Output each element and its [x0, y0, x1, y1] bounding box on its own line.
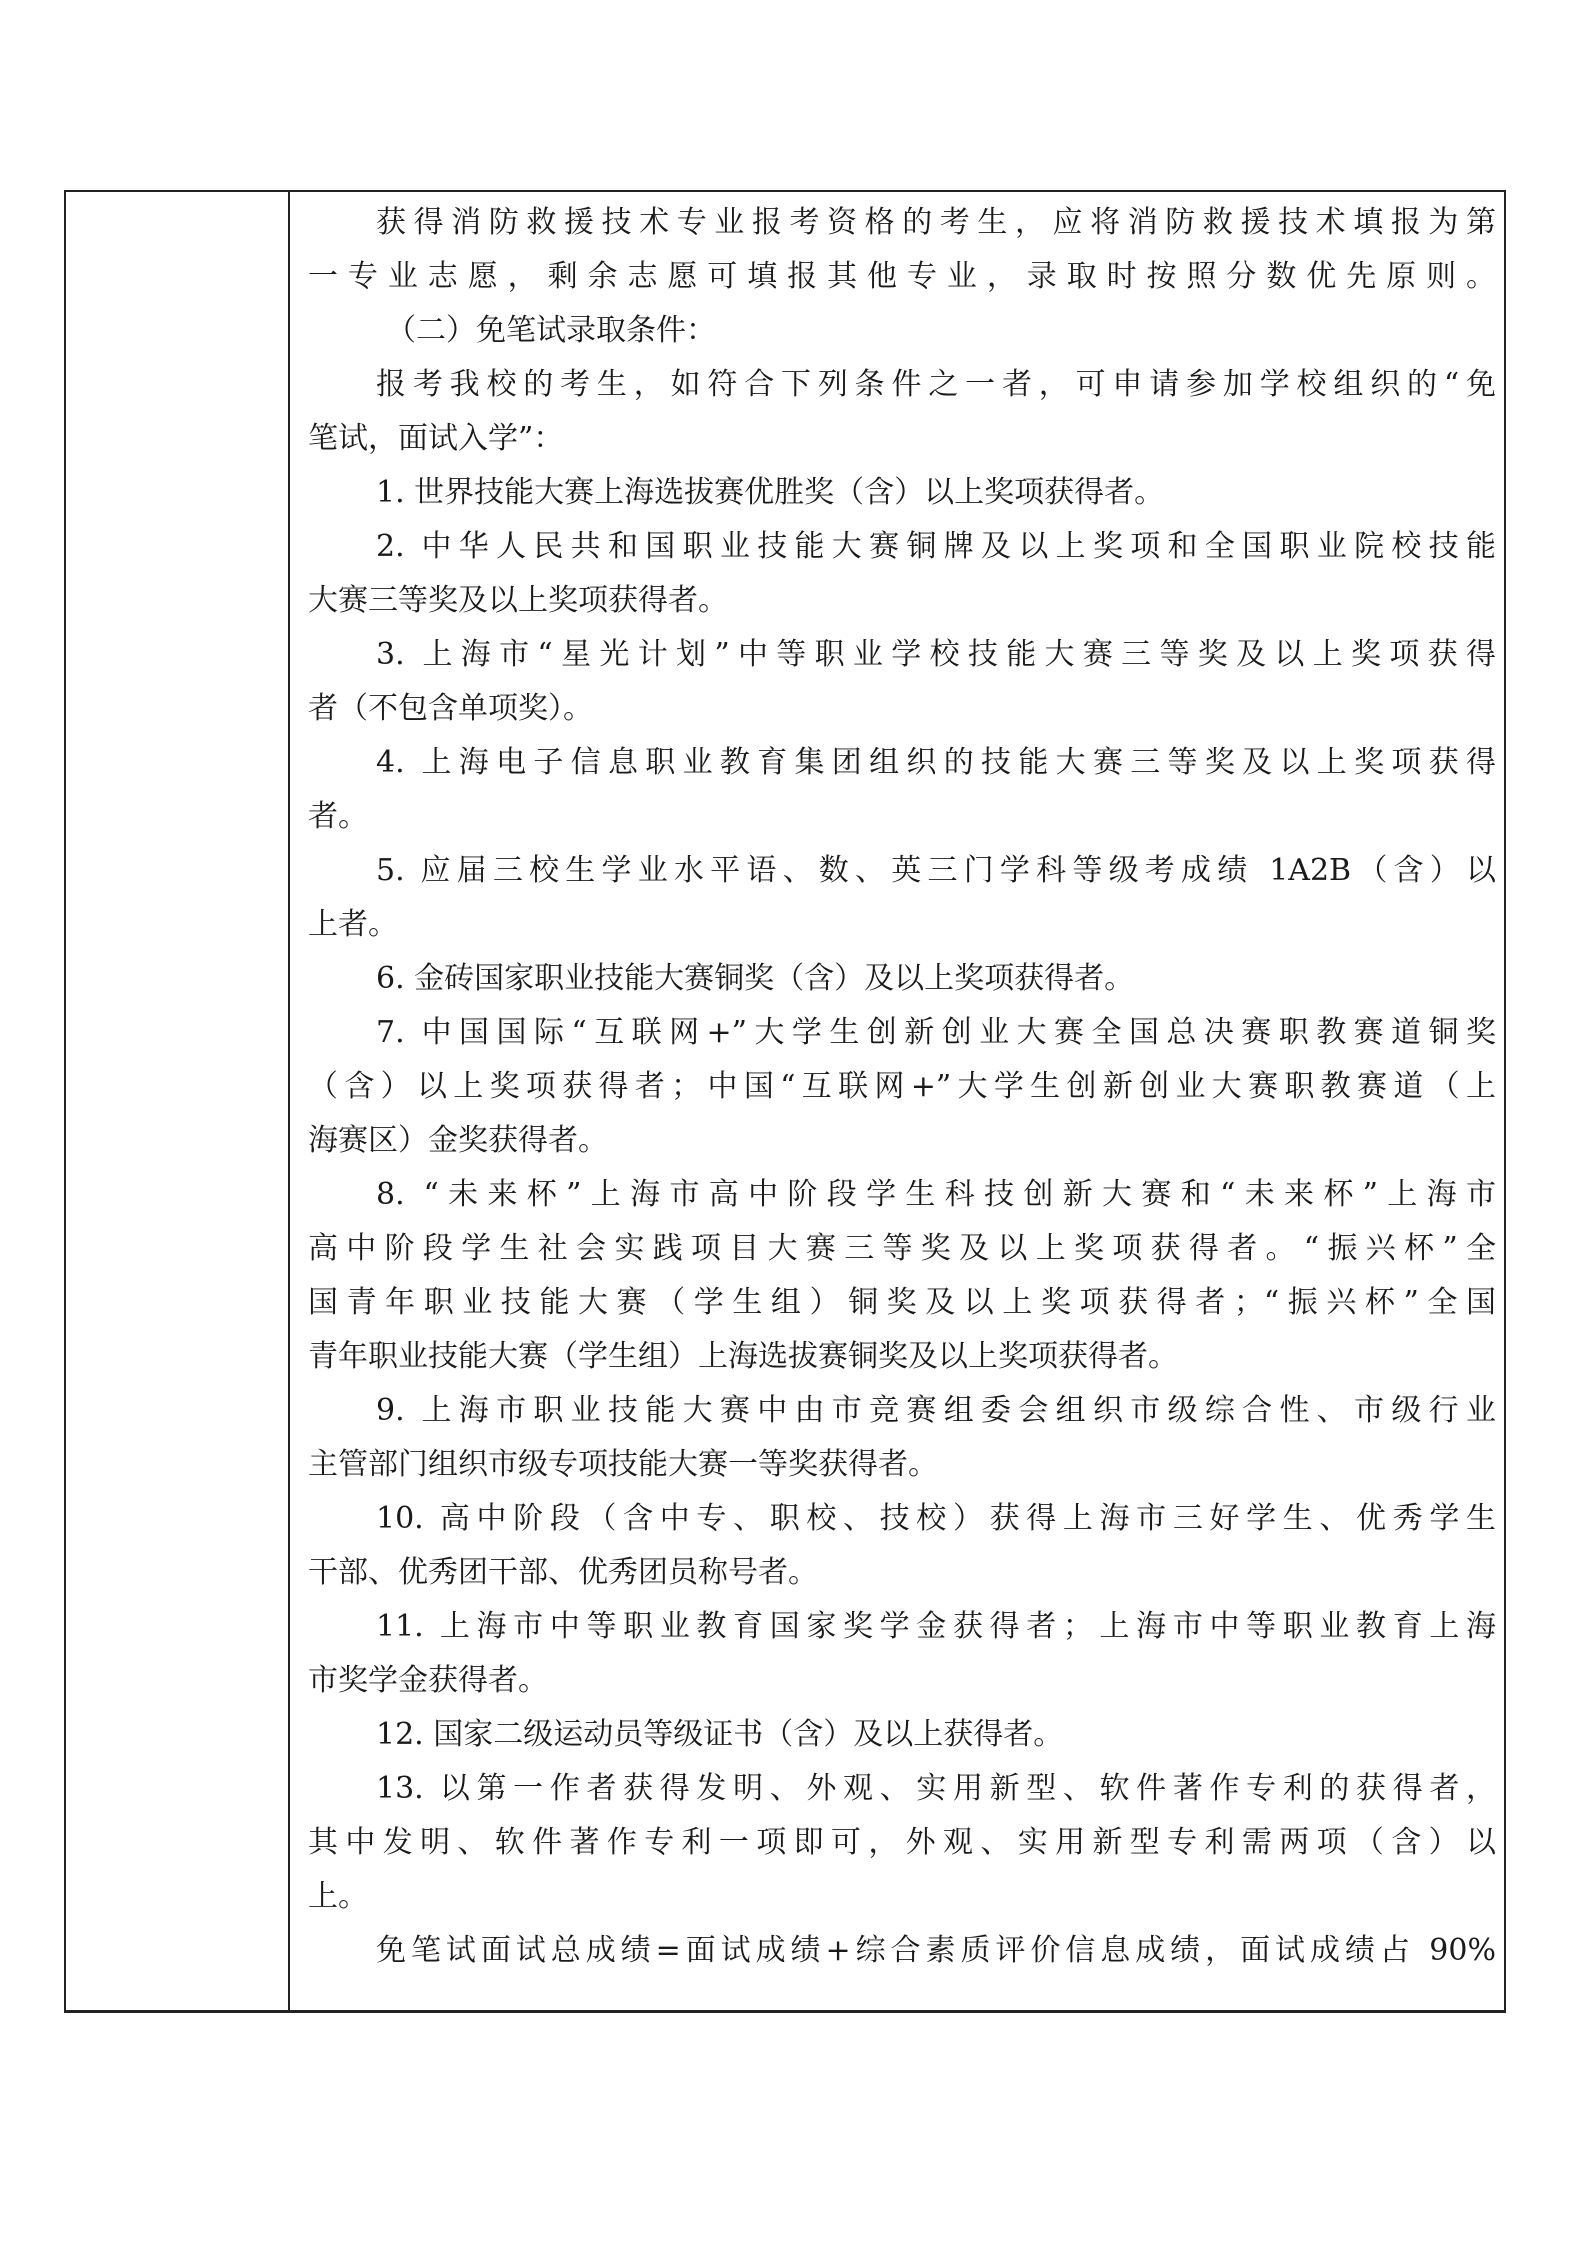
list-item-2: 2. 中华人民共和国职业技能大赛铜牌及以上奖项和全国职业院校技能	[376, 529, 1496, 564]
list-item-11: 11. 上海市中等职业教育国家奖学金获得者；上海市中等职业教育上海	[376, 1609, 1496, 1644]
list-item-12: 12. 国家二级运动员等级证书（含）及以上获得者。	[376, 1717, 1064, 1752]
text-line: 海赛区）金奖获得者。	[308, 1123, 608, 1158]
list-item-13: 13. 以第一作者获得发明、外观、实用新型、软件著作专利的获得者，	[376, 1771, 1496, 1806]
list-item-7: 7. 中国国际“互联网+”大学生创新创业大赛全国总决赛职教赛道铜奖	[376, 1015, 1496, 1050]
text-line: 者（不包含单项奖）。	[308, 691, 593, 726]
list-item-1: 1. 世界技能大赛上海选拔赛优胜奖（含）以上奖项获得者。	[376, 475, 1165, 510]
text-line: 市奖学金获得者。	[308, 1663, 548, 1698]
list-item-8: 8. “未来杯”上海市高中阶段学生科技创新大赛和“未来杯”上海市	[376, 1177, 1496, 1212]
text-line: 高中阶段学生社会实践项目大赛三等奖及以上奖项获得者。“振兴杯”全	[308, 1231, 1496, 1266]
text-line: 干部、优秀团干部、优秀团员称号者。	[308, 1555, 818, 1590]
text-line: 青年职业技能大赛（学生组）上海选拔赛铜奖及以上奖项获得者。	[308, 1339, 1178, 1374]
text-line: 上。	[308, 1879, 368, 1914]
list-item-5: 5. 应届三校生学业水平语、数、英三门学科等级考成绩 1A2B（含）以	[376, 853, 1496, 888]
text-line: 大赛三等奖及以上奖项获得者。	[308, 583, 728, 618]
text-line: 国青年职业技能大赛（学生组）铜奖及以上奖项获得者；“振兴杯”全国	[308, 1285, 1496, 1320]
list-item-3: 3. 上海市“星光计划”中等职业学校技能大赛三等奖及以上奖项获得	[376, 637, 1496, 672]
text-line: 上者。	[308, 907, 398, 942]
text-line: 其中发明、软件著作专利一项即可，外观、实用新型专利需两项（含）以	[308, 1825, 1496, 1860]
text-line: 笔试，面试入学”：	[308, 421, 564, 456]
list-item-6: 6. 金砖国家职业技能大赛铜奖（含）及以上奖项获得者。	[376, 961, 1135, 996]
section-heading: （二）免笔试录取条件：	[386, 313, 716, 348]
text-line: 获得消防救援技术专业报考资格的考生，应将消防救援技术填报为第	[376, 205, 1496, 240]
list-item-10: 10. 高中阶段（含中专、职校、技校）获得上海市三好学生、优秀学生	[376, 1501, 1496, 1536]
text-line: 者。	[308, 799, 368, 834]
text-line: （含）以上奖项获得者；中国“互联网+”大学生创新创业大赛职教赛道（上	[308, 1069, 1496, 1104]
list-item-4: 4. 上海电子信息职业教育集团组织的技能大赛三等奖及以上奖项获得	[376, 745, 1496, 780]
text-line: 免笔试面试总成绩=面试成绩+综合素质评价信息成绩，面试成绩占 90%	[376, 1933, 1496, 1968]
column-divider	[288, 190, 290, 2013]
text-line: 主管部门组织市级专项技能大赛一等奖获得者。	[308, 1447, 938, 1482]
left-column-cell	[66, 192, 288, 2011]
text-line: 一专业志愿，剩余志愿可填报其他专业，录取时按照分数优先原则。	[308, 259, 1496, 294]
text-line: 报考我校的考生，如符合下列条件之一者，可申请参加学校组织的“免	[376, 367, 1496, 402]
list-item-9: 9. 上海市职业技能大赛中由市竞赛组委会组织市级综合性、市级行业	[376, 1393, 1496, 1428]
